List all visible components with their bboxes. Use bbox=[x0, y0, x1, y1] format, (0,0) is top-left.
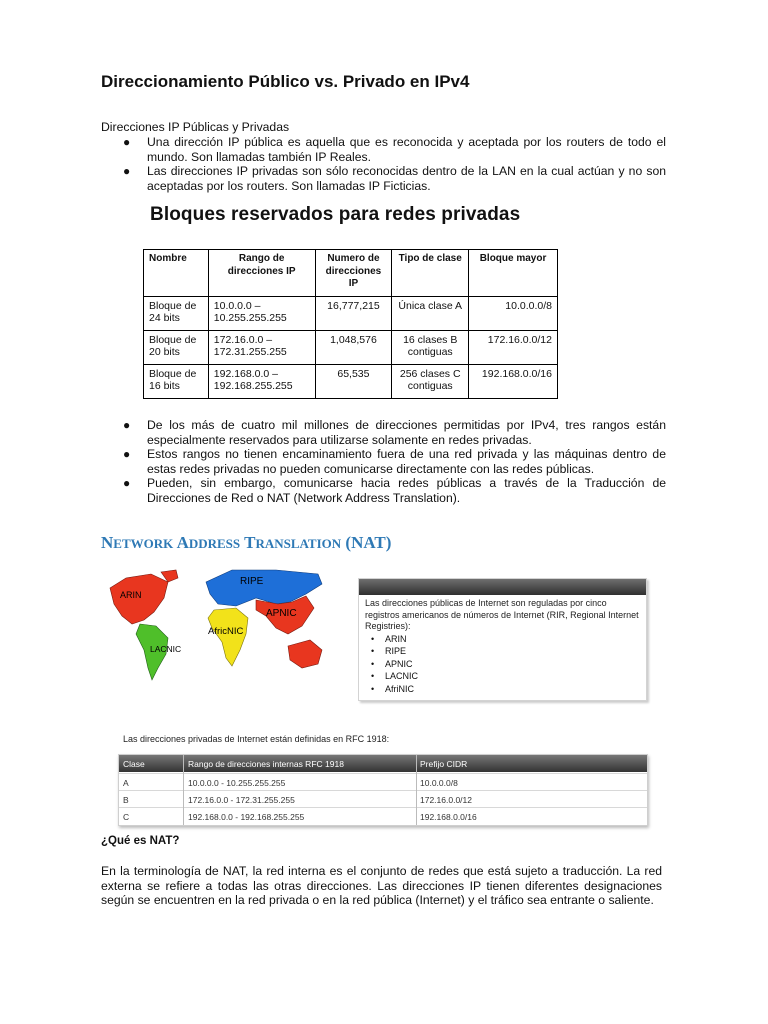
col-header: Nombre bbox=[144, 250, 209, 297]
table-row bbox=[119, 773, 647, 790]
list-item-text: Una dirección IP pública es aquella que es reconocida y aceptada por los routers de todo el mundo. Son llamadas también IP Reales. bbox=[147, 135, 666, 164]
table-cell: Bloque de 24 bits bbox=[144, 296, 209, 330]
column-divider bbox=[183, 755, 184, 825]
bullet-icon: • bbox=[371, 633, 375, 644]
map-label-arin: ARIN bbox=[120, 590, 142, 600]
col-header: Tipo de clase bbox=[392, 250, 469, 297]
map-region-africnic bbox=[208, 608, 248, 666]
rfc1918-table bbox=[118, 754, 648, 826]
col-header: Rango de direcciones internas RFC 1918 bbox=[188, 759, 344, 769]
col-header: Rango de direcciones IP bbox=[208, 250, 315, 297]
list-item-text: Pueden, sin embargo, comunicarse hacia redes públicas a través de la Traducción de Direcciones de Red o NAT (Network Address Translation). bbox=[147, 476, 666, 505]
table-cell: 192.168.0.0 - 192.168.255.255 bbox=[188, 812, 305, 822]
table-cell: 192.168.0.0 – 192.168.255.255 bbox=[208, 364, 315, 398]
table-row bbox=[144, 330, 558, 364]
table-cell: 172.16.0.0 - 172.31.255.255 bbox=[188, 795, 295, 805]
bullet-icon: • bbox=[371, 671, 375, 682]
list-item-text: Las direcciones IP privadas son sólo reconocidas dentro de la LAN en la cual actúan y no son aceptadas por los routers. Son llamadas IP Ficticias. bbox=[147, 164, 666, 193]
rir-item: AfriNIC bbox=[385, 683, 414, 694]
rir-item: LACNIC bbox=[385, 671, 419, 682]
rir-item: RIPE bbox=[385, 646, 407, 657]
table-row bbox=[144, 296, 558, 330]
bullet-icon: • bbox=[371, 658, 375, 669]
table-cell: 10.0.0.0 – 10.255.255.255 bbox=[208, 296, 315, 330]
rir-box-text: Las direcciones públicas de Internet son reguladas por cinco registros americanos de números de Internet (RIR, Regional Internet Registries): bbox=[365, 598, 639, 631]
table-cell: Única clase A bbox=[392, 296, 469, 330]
rir-list bbox=[359, 633, 646, 696]
table-cell: 65,535 bbox=[315, 364, 392, 398]
map-label-ripe: RIPE bbox=[240, 576, 264, 587]
list-item bbox=[371, 683, 646, 696]
private-blocks-table bbox=[143, 249, 558, 399]
figure-title: Bloques reservados para redes privadas bbox=[150, 204, 521, 225]
bullet-icon: ● bbox=[123, 135, 131, 149]
list-item bbox=[101, 447, 666, 476]
bullet-list-top bbox=[101, 135, 666, 193]
rir-box-header bbox=[359, 579, 646, 595]
table-cell: Bloque de 16 bits bbox=[144, 364, 209, 398]
bullet-icon: • bbox=[371, 646, 375, 657]
rir-item: ARIN bbox=[385, 633, 407, 644]
column-divider bbox=[416, 755, 417, 825]
col-header: Numero de direcciones IP bbox=[315, 250, 392, 297]
list-item-text: Estos rangos no tienen encaminamiento fuera de una red privada y las máquinas dentro de estas redes privadas no pueden comunicarse directamente con las redes públicas. bbox=[147, 447, 666, 476]
table-row bbox=[144, 364, 558, 398]
table-cell: B bbox=[123, 795, 129, 805]
col-header: Bloque mayor bbox=[469, 250, 558, 297]
table-header-row bbox=[119, 755, 647, 772]
map-label-africnic: AfricNIC bbox=[208, 626, 244, 637]
table-row bbox=[119, 807, 647, 824]
nat-heading-part: N bbox=[101, 533, 114, 552]
list-item bbox=[101, 476, 666, 505]
table-cell: 256 clases C contiguas bbox=[392, 364, 469, 398]
list-item bbox=[371, 670, 646, 683]
table-cell: 10.0.0.0/8 bbox=[420, 778, 458, 788]
nat-heading bbox=[101, 533, 391, 553]
nat-heading-part: ETWORK bbox=[113, 536, 174, 551]
rir-item: APNIC bbox=[385, 658, 413, 669]
list-item bbox=[371, 645, 646, 658]
table-cell: C bbox=[123, 812, 130, 822]
nat-heading-part: DDRESS bbox=[188, 536, 241, 551]
map-label-apnic: APNIC bbox=[266, 608, 297, 619]
table-cell: 16,777,215 bbox=[315, 296, 392, 330]
list-item bbox=[371, 658, 646, 671]
rir-world-map bbox=[106, 568, 331, 686]
section-question: ¿Qué es NAT? bbox=[101, 835, 180, 847]
table-cell: 172.16.0.0/12 bbox=[420, 795, 472, 805]
rir-info-box bbox=[358, 578, 647, 701]
col-header: Clase bbox=[123, 759, 145, 769]
map-region-australia bbox=[288, 640, 322, 668]
table-cell: Bloque de 20 bits bbox=[144, 330, 209, 364]
nat-heading-part: (NAT) bbox=[345, 533, 392, 552]
bullet-icon: ● bbox=[123, 476, 131, 490]
table-cell: 192.168.0.0/16 bbox=[469, 364, 558, 398]
nat-heading-part: T bbox=[244, 533, 256, 552]
bullet-list-bottom bbox=[101, 418, 666, 505]
bullet-icon: ● bbox=[123, 447, 131, 461]
section-subtitle: Direcciones IP Públicas y Privadas bbox=[101, 120, 290, 134]
bullet-icon: • bbox=[371, 683, 375, 694]
bullet-icon: ● bbox=[123, 418, 131, 432]
nat-heading-part: A bbox=[176, 533, 189, 552]
bullet-icon: ● bbox=[123, 164, 131, 178]
table-cell: 172.16.0.0 – 172.31.255.255 bbox=[208, 330, 315, 364]
table-header-row bbox=[144, 250, 558, 297]
table-cell: 172.16.0.0/12 bbox=[469, 330, 558, 364]
table-row bbox=[119, 790, 647, 807]
rfc-caption: Las direcciones privadas de Internet están definidas en RFC 1918: bbox=[123, 734, 390, 744]
list-item bbox=[101, 164, 666, 193]
table-cell: 192.168.0.0/16 bbox=[420, 812, 477, 822]
list-item bbox=[371, 633, 646, 646]
page-title: Direccionamiento Público vs. Privado en IPv4 bbox=[101, 72, 470, 91]
list-item bbox=[101, 418, 666, 447]
col-header: Prefijo CIDR bbox=[420, 759, 468, 769]
table-cell: A bbox=[123, 778, 129, 788]
body-paragraph: En la terminología de NAT, la red interna es el conjunto de redes que está sujeto a traducción. La red externa se refiere a todas las otras direcciones. Las direcciones IP tienen diferentes designaciones según se encuentren en la red privada o en la red pública (Internet) y el tráfico sea entrante o saliente. bbox=[101, 864, 662, 907]
list-item bbox=[101, 135, 666, 164]
nat-heading-part: RANSLATION bbox=[255, 536, 342, 551]
table-cell: 16 clases B contiguas bbox=[392, 330, 469, 364]
table-cell: 10.0.0.0/8 bbox=[469, 296, 558, 330]
map-label-lacnic: LACNIC bbox=[150, 644, 182, 654]
table-cell: 1,048,576 bbox=[315, 330, 392, 364]
table-cell: 10.0.0.0 - 10.255.255.255 bbox=[188, 778, 286, 788]
list-item-text: De los más de cuatro mil millones de direcciones permitidas por IPv4, tres rangos están especialmente reservados para utilizarse solamente en redes privadas. bbox=[147, 418, 666, 447]
